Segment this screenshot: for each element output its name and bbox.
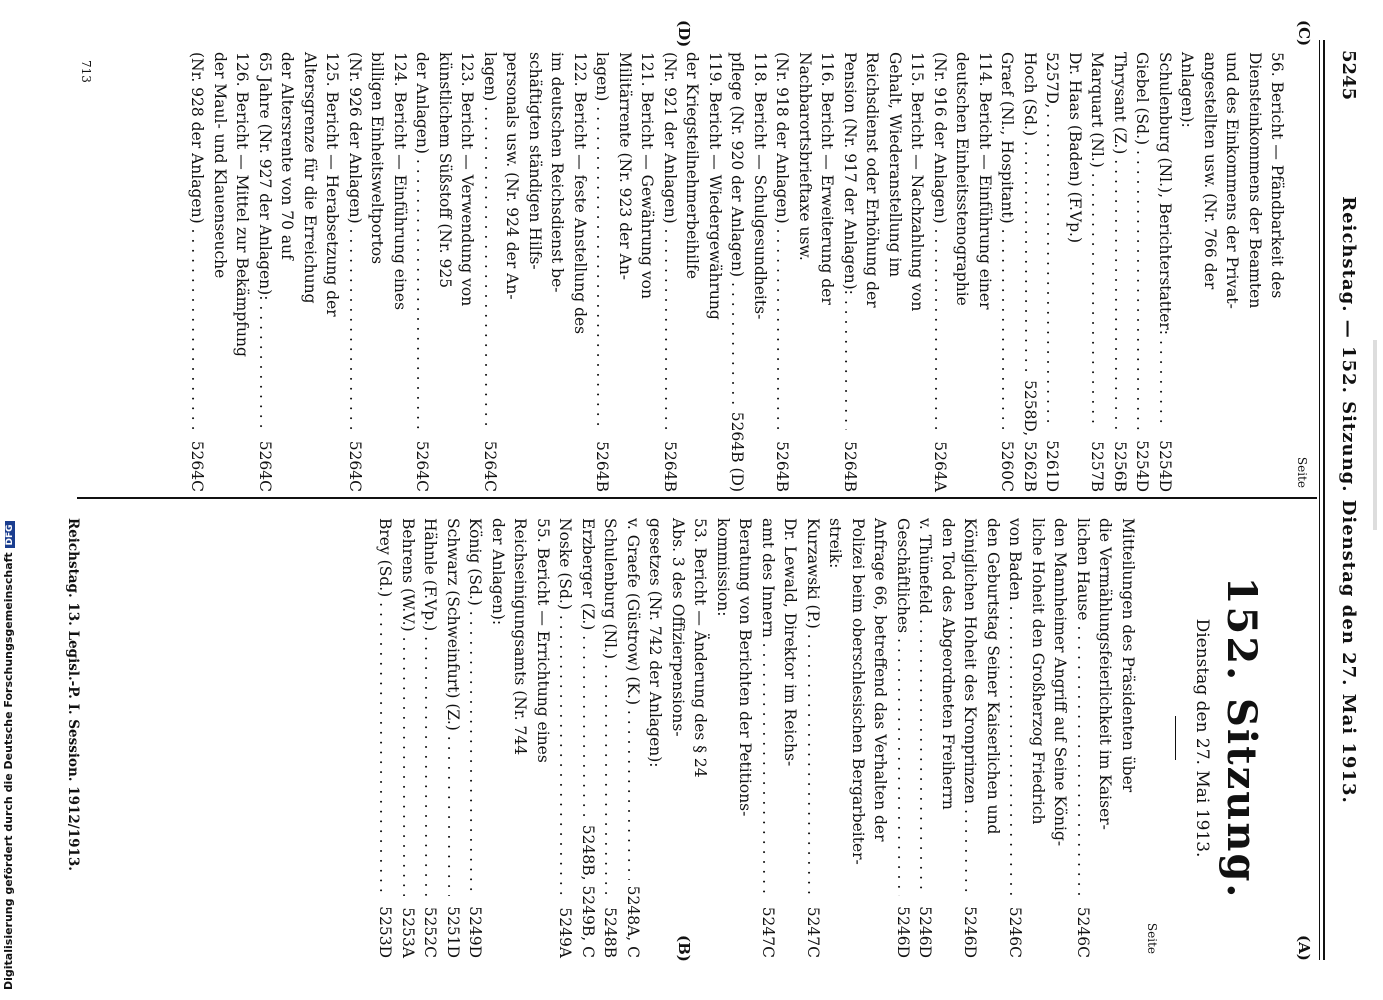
report-index-entry-text: Hoch (Sd.) . . . [1019,52,1042,374]
report-index-entry [726,52,749,492]
report-index-entry: 126. Bericht — Mittel zur Bekämpfung [233,52,252,357]
seite-label: Seite [1145,922,1160,954]
report-index-entry-text: der Anlagen) . . . [411,52,434,430]
session-index-entry-page: 5246D [894,906,912,958]
report-index-entry: 125. Bericht — Herabsetzung der [323,52,342,317]
session-index-entry-text: Schulenburg (Nl.) . . . [599,518,622,896]
report-index-entry [1154,52,1177,492]
session-index-entry-page: 5247C [804,906,822,958]
session-index-entry: 55. Bericht — Errichtung eines [534,518,552,763]
report-index-entry [771,52,794,492]
report-index-entry: 115. Bericht — Nachzahlung von [908,52,927,312]
report-index-entry: 119. Bericht — Wiedergewährung [706,52,724,320]
session-index-entry-text: Hähnle (F.Vp.) . . . [419,518,442,896]
session-index-entry [1072,518,1095,958]
session-index-entry [1004,518,1027,958]
report-index-entry-page: 5264C [481,440,499,492]
session-index-entry [892,518,915,958]
session-index-entry-page: 5246D [916,906,935,958]
report-index-entry-page: 5264B (D) [728,411,747,492]
report-index-entry: 124. Bericht — Einführung eines [391,52,409,311]
report-index-entry-text: Pension (Nr. 917 der Anlagen): . . . [839,52,862,430]
session-index-entry: 53. Bericht — Änderung des § 24 [691,518,710,778]
session-index-entry [757,518,780,958]
report-index-entry-page: 5261D [1043,440,1062,492]
report-index-entry: Militärrente (Nr. 923 der An- [616,52,634,281]
report-index-entry-text: (Nr. 921 der Anlagen) . . . [659,52,682,430]
report-index-entry-text: Schulenburg (Nl.), Berichterstatter: . . . [1154,52,1177,430]
margin-mark-c: (C) [1295,20,1313,47]
margin-mark-b: (B) [675,935,693,962]
report-index-entry-page: 5254D [1156,440,1174,492]
report-index-entry: im deutschen Reichsdienst be- [548,52,567,293]
session-index-entry [374,518,397,958]
report-index-entry [186,52,209,492]
session-index-entry: die Vermählungsfeierlichkeit im Kaiser- [1096,518,1115,830]
report-index-entry-text: Marquart (Nl.) . . . [1086,52,1109,430]
report-index-entry: angestellten usw. (Nr. 766 der [1201,52,1219,290]
report-index-entry [1019,52,1042,492]
report-index-entry [411,52,434,492]
report-index-entry: 123. Bericht — Verwendung von [458,52,477,307]
column-divider [77,497,1317,499]
report-index-entry-page: 5264C [188,440,207,492]
right-entry-list [186,52,1289,492]
session-index-entry: kommission: [714,518,732,617]
session-index-entry [577,518,600,958]
session-index-entry-page: 5249D [466,906,485,958]
title-rule [1176,716,1177,760]
report-index-entry: schäftigten ständigen Hilfs- [526,52,544,270]
header-rule-thin [1319,40,1320,960]
report-index-entry: personals usw. (Nr. 924 der An- [503,52,522,300]
report-index-entry: Anlagen): [1178,52,1197,128]
session-index-entry-text: König (Sd.) . . . [464,518,487,896]
report-index-entry-text: (Nr. 916 der Anlagen) . . . [929,52,952,430]
session-index-entry-text: Geschäftliches . . . [892,518,915,896]
session-index-entry-page: 5252C [421,906,440,958]
report-index-entry [1086,52,1109,492]
report-index-entry [479,52,502,492]
report-index-entry-page: 5264C [346,440,364,492]
session-index-entry: der Anlagen): [489,518,507,626]
session-index-entry [464,518,487,958]
report-index-entry [591,52,614,492]
report-index-entry-page: 5260C [998,440,1017,492]
session-index-entry-page: 5246C [1006,906,1025,958]
session-index-entry-page: 5246D [961,906,980,958]
digitization-note [2,0,15,990]
report-index-entry [254,52,277,492]
session-index-entry-text: von Baden . . . [1004,518,1027,896]
report-index-entry-text: 5257D, . . . [1041,52,1064,430]
printer-signature: 713 [79,60,93,83]
report-index-entry-page: 5264A [931,441,949,492]
session-index-entry [442,518,465,958]
session-index-entry-page: 5246C [1074,906,1092,958]
report-index-entry-page: 5264B [593,441,612,492]
report-index-entry [344,52,367,492]
report-index-entry [839,52,862,492]
report-index-entry: 116. Bericht — Erweiterung der [818,52,837,305]
session-index-entry: den Geburtstag Seiner Kaiserlichen und [984,518,1002,835]
session-index-entry-text: amt des Innern . . . [757,518,780,896]
report-index-entry-page: 5258D, 5262B [1021,379,1039,492]
scan-credit-text: Digitalisierung gefördert durch die Deutsche Forschungsgemeinschaft [2,552,15,990]
session-index-entry-text: Erzberger (Z.) . . . [577,518,600,819]
report-index-entry: und des Einkommens der Privat- [1223,52,1242,309]
session-title: 152. Sitzung. [1218,576,1265,900]
session-index-entry: Anfrage 66, betreffend das Verhalten der [871,518,890,842]
session-index-entry: Reichseinigungsamts (Nr. 744 [511,518,530,756]
report-index-entry [1131,52,1154,492]
session-index-entry: den Tod des Abgeordneten Freiherrn [939,518,957,810]
session-index-entry-text: Noske (Sd.) . . . [554,518,577,896]
report-index-entry-text: (Nr. 918 der Anlagen) . . . [771,52,794,430]
report-index-entry-text: Thrysant (Z.) . . . [1109,52,1132,430]
session-index-entry-text: lichen Hause . . . [1072,518,1095,896]
session-index-entry-page: 5248B, 5249B, C [579,824,597,958]
session-index-entry [397,518,420,958]
report-index-entry: 118. Bericht — Schulgesundheits- [751,52,769,320]
session-index-entry-page: 5248B [601,907,620,958]
left-entry-list [374,518,1139,958]
report-index-entry-page: 5264C [256,440,274,492]
report-index-entry-text: Giebel (Sd.) . . . [1131,52,1154,430]
session-index-entry-text: Schwarz (Schweinfurt) (Z.) . . . [442,518,465,896]
report-index-entry-text: pflege (Nr. 920 der Anlagen) . . . [726,52,749,406]
session-index-entry-page: 5248A, C [624,885,642,958]
session-index-entry [419,518,442,958]
session-index-entry-page: 5247C [759,906,777,958]
session-index-column [374,518,1313,958]
report-index-entry [659,52,682,492]
report-index-entry: 121. Bericht — Gewährung von [638,52,657,299]
page-header [1319,40,1363,960]
report-index-entry [1109,52,1132,492]
header-running-title: Reichstag. — 152. Sitzung. Dienstag den 27. Mai 1913. [1338,196,1359,804]
report-index-entry-page: 5264B [841,441,859,492]
report-index-entry-text: Graef (Nl., Hospitant) . . . [996,52,1019,430]
session-index-entry: gesetzes (Nr. 742 der Anlagen): [646,518,665,768]
session-index-entry-page: 5253A [399,907,417,958]
scan-smudge [1373,340,1377,530]
session-index-entry-page: 5249A [556,907,575,958]
report-index-entry: billigen Einheitsweltportos [368,52,387,265]
session-index-entry-text: v. Thünefeld . . . [914,518,937,896]
report-index-entry-page: 5257B [1088,441,1107,492]
report-index-entry-text: (Nr. 926 der Anlagen) . . . [344,52,367,430]
report-index-entry: 114. Bericht — Einführung einer [976,52,994,310]
session-index-entry: streik: [826,518,845,569]
report-index-entry [996,52,1019,492]
report-index-entry-text: lagen) . . . [591,52,614,430]
report-index-entry: der Altersrente von 70 auf [278,52,297,260]
session-index-entry-text: v. Graefe (Güstrow) (K.) . . . [622,518,645,880]
report-index-entry-page: 5256B [1111,441,1129,492]
session-index-entry: Dr. Lewald, Direktor im Reichs- [781,518,800,767]
report-index-entry: Reichsdienst oder Erhöhung der [863,52,882,308]
header-page-number: 5245 [1338,50,1359,101]
margin-mark-d: (D) [675,20,693,48]
session-index-entry-text: Königlichen Hoheit des Kronprinzen . . . [959,518,982,896]
report-index-entry: Diensteinkommens der Beamten [1246,52,1264,309]
session-index-entry-text: Brey (Sd.) . . . [374,518,397,896]
session-index-entry [554,518,577,958]
session-index-entry: liche Hoheit den Großherzog Friedrich [1029,518,1047,825]
session-index-entry [802,518,825,958]
session-index-entry-page: 5253D [376,906,395,958]
report-index-entry: der Kriegsteilnehmerbeihilfe [683,52,702,280]
session-index-entry: Polizei beim oberschlesischen Bergarbeiter- [849,518,867,865]
report-index-entry [1041,52,1064,492]
session-index-entry-text: Kurzawski (P.) . . . [802,518,825,896]
session-index-entry-text: Behrens (W.V.) . . . [397,518,420,896]
session-index-entry [599,518,622,958]
report-index-entry: 56. Bericht — Pfändbarkeit des [1268,52,1287,299]
report-index-entry-page: 5264B [773,441,792,492]
margin-mark-a: (A) [1295,935,1313,961]
dfg-logo: DFG [5,521,15,548]
report-index-entry: der Maul- und Klauenseuche [211,52,229,279]
report-index-entry [929,52,952,492]
report-index-entry: Altersgrenze für die Erreichung [301,52,319,304]
report-index-entry-text: 65 Jahre (Nr. 927 der Anlagen): . . . [254,52,277,430]
report-index-entry-page: 5254D [1133,440,1152,492]
footer-legislature: Reichstag. 13. Legisl.-P. I. Session. 1912/1913. [65,518,81,871]
header-rule [1323,40,1325,960]
report-index-entry-text: (Nr. 928 der Anlagen) . . . [186,52,209,430]
report-index-entry-page: 5264C [413,440,432,492]
session-index-entry: Abs. 3 des Offizierpensions- [669,518,687,737]
report-index-entry: Gehalt, Wiederanstellung im [886,52,904,278]
report-index-entry: 122. Bericht — feste Anstellung des [571,52,589,335]
report-index-column [186,52,1313,492]
session-index-entry: den Mannheimer Angriff auf Seine König- [1051,518,1070,847]
session-index-entry-page: 5251D [444,906,462,958]
session-index-entry [914,518,937,958]
session-index-entry [959,518,982,958]
report-index-entry: künstlichem Süßstoff (Nr. 925 [436,52,454,289]
report-index-entry: Nachbarortsbrieftaxe usw. [796,52,814,261]
session-index-entry: Beratung von Berichten der Petitions- [736,518,755,817]
session-index-entry [622,518,645,958]
page-footer [65,518,81,958]
session-index-entry: Mitteilungen des Präsidenten über [1119,518,1137,793]
report-index-entry-page: 5264B [661,441,679,492]
session-date: Dienstag den 27. Mai 1913. [1192,618,1212,858]
report-index-entry: Dr. Haas (Baden) (F.Vp.) [1066,52,1084,244]
report-index-entry: deutschen Einheitsstenographie [953,52,972,306]
report-index-entry-text: lagen) . . . [479,52,502,430]
seite-label-right: Seite [1295,456,1309,488]
